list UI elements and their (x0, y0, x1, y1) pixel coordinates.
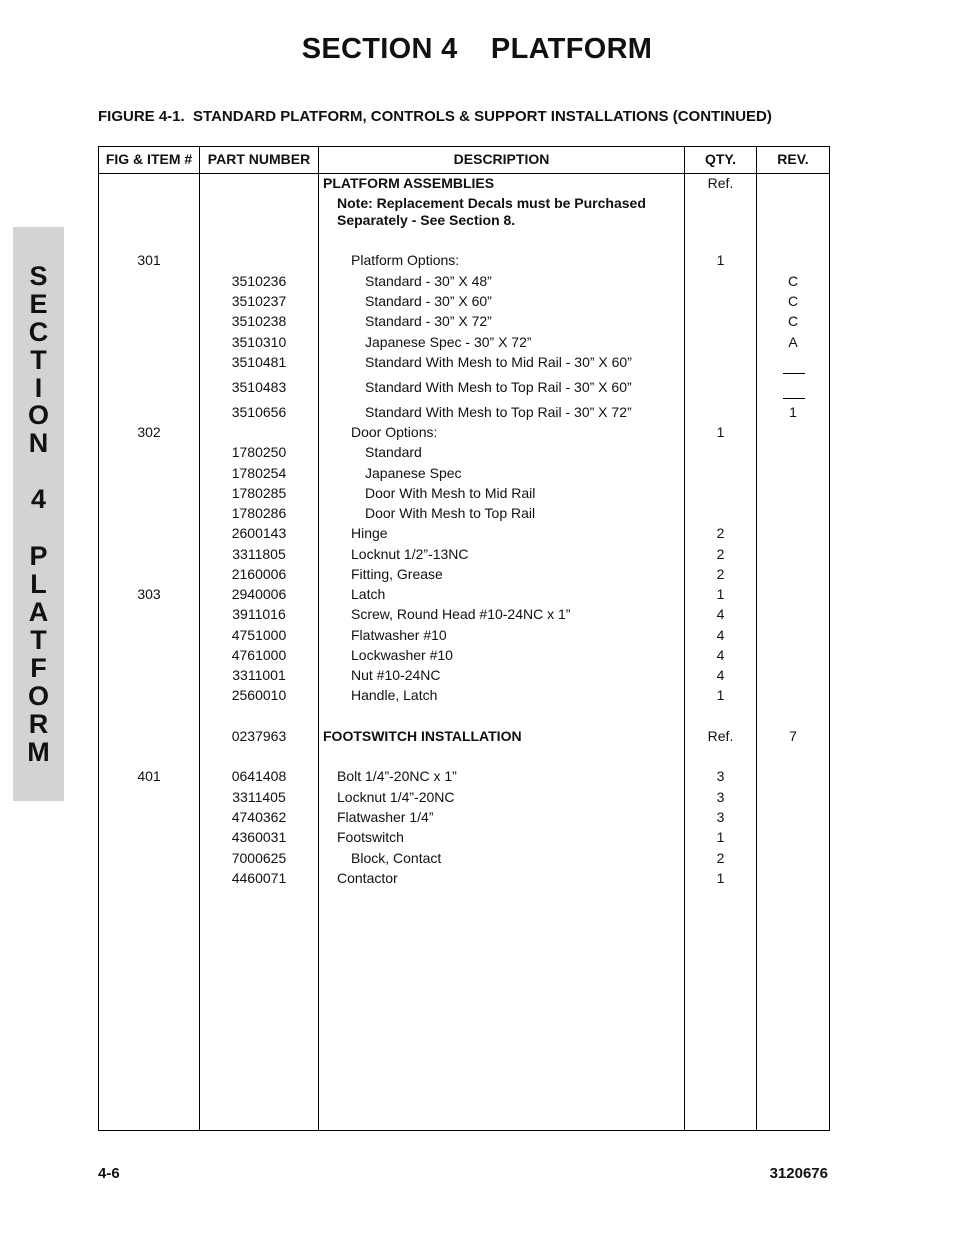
page-title: SECTION 4 PLATFORM (301, 33, 653, 65)
document-number: 3120676 (769, 1165, 828, 1182)
side-tab-letter: C (28, 317, 49, 347)
header-divider (99, 173, 829, 174)
rev-cell: C (787, 313, 799, 329)
qty-cell: 1 (716, 424, 725, 440)
qty-cell: 3 (716, 768, 725, 784)
rev-cell: 7 (789, 728, 797, 744)
part-number-cell: 3510310 (231, 334, 287, 350)
side-tab-letter: M (27, 737, 50, 767)
part-number-cell: 3911016 (232, 606, 286, 622)
part-number-cell: 4460071 (231, 870, 287, 886)
part-number-cell: 7000625 (231, 850, 287, 866)
part-number-cell: 2560010 (231, 687, 287, 703)
side-tab-letter: O (27, 681, 49, 711)
part-number-cell: 4751000 (231, 627, 287, 643)
part-number-cell: 4360031 (231, 829, 287, 845)
side-tab-letter: P (29, 541, 48, 571)
qty-cell: 2 (716, 525, 725, 541)
rev-cell: C (787, 273, 799, 289)
description-cell: Screw, Round Head #10-24NC x 1” (351, 606, 571, 622)
part-number-cell: 1780286 (231, 505, 287, 521)
part-number-cell: 3311805 (232, 546, 286, 562)
side-tab-letter: T (30, 625, 47, 655)
qty-cell: 1 (716, 829, 725, 845)
part-number-cell: 1780250 (231, 444, 287, 460)
qty-cell: 2 (716, 546, 725, 562)
side-tab-letter: L (30, 569, 47, 599)
part-number-cell: 2600143 (231, 525, 287, 541)
fig-item-cell: 302 (137, 424, 161, 440)
description-cell: Door With Mesh to Top Rail (365, 505, 536, 521)
description-cell: Door Options: (351, 424, 438, 440)
part-number-cell: 2940006 (231, 586, 287, 602)
column-header-description: DESCRIPTION (453, 151, 550, 167)
part-number-cell: 3510237 (231, 293, 287, 309)
fig-item-cell: 303 (137, 586, 161, 602)
column-header-fig-item: FIG & ITEM # (105, 151, 193, 167)
description-cell: Flatwasher #10 (351, 627, 447, 643)
description-cell: Japanese Spec (365, 465, 462, 481)
qty-cell: 1 (716, 870, 725, 886)
side-tab-letter: E (29, 289, 48, 319)
description-cell: Locknut 1/4”-20NC (337, 789, 455, 805)
description-cell: Platform Options: (351, 252, 460, 268)
description-cell: Nut #10-24NC (351, 667, 441, 683)
fig-item-cell: 401 (137, 768, 161, 784)
qty-cell: 2 (716, 566, 725, 582)
qty-cell: 4 (716, 667, 725, 683)
parts-table (98, 146, 830, 1131)
column-header-qty: QTY. (704, 151, 737, 167)
side-tab-letter: O (27, 400, 49, 430)
part-number-cell: 3510481 (231, 354, 287, 370)
rev-blank-line (783, 373, 805, 374)
description-cell: Footswitch (337, 829, 404, 845)
part-number-cell: 3311405 (232, 789, 286, 805)
qty-cell: 1 (716, 252, 725, 268)
side-tab-letter: F (30, 653, 47, 683)
description-cell: Lockwasher #10 (351, 647, 453, 663)
description-cell: PLATFORM ASSEMBLIES (323, 175, 495, 191)
column-divider (318, 147, 319, 1130)
rev-cell: C (787, 293, 799, 309)
description-cell: Door With Mesh to Mid Rail (365, 485, 536, 501)
description-cell: Hinge (351, 525, 388, 541)
part-number-cell: 4761000 (231, 647, 287, 663)
description-cell: FOOTSWITCH INSTALLATION (323, 728, 522, 744)
part-number-cell: 1780254 (231, 465, 287, 481)
page-number: 4-6 (98, 1165, 120, 1182)
qty-cell: 2 (716, 850, 725, 866)
qty-cell: 4 (716, 647, 725, 663)
side-tab-letter: R (28, 709, 49, 739)
description-cell: Bolt 1/4”-20NC x 1” (337, 768, 457, 784)
rev-cell: 1 (789, 404, 797, 420)
part-number-cell: 0641408 (231, 768, 287, 784)
section-side-tab (13, 227, 64, 801)
side-tab-letter: I (34, 373, 43, 403)
part-number-cell: 3510238 (231, 313, 287, 329)
description-cell: Flatwasher 1/4” (337, 809, 434, 825)
side-tab-letter: 4 (30, 484, 47, 514)
side-tab-letter: T (30, 345, 47, 375)
part-number-cell: 4740362 (231, 809, 287, 825)
description-cell: Separately - See Section 8. (337, 212, 516, 228)
side-tab-letter: A (28, 597, 49, 627)
part-number-cell: 2160006 (231, 566, 287, 582)
part-number-cell: 3311001 (232, 667, 286, 683)
part-number-cell: 3510483 (231, 379, 287, 395)
description-cell: Note: Replacement Decals must be Purchased (337, 195, 646, 211)
side-tab-letter: S (29, 261, 48, 291)
qty-cell: 1 (716, 586, 725, 602)
description-cell: Contactor (337, 870, 398, 886)
description-cell: Japanese Spec - 30” X 72” (365, 334, 532, 350)
column-header-part-number: PART NUMBER (207, 151, 311, 167)
description-cell: Standard - 30” X 72” (365, 313, 492, 329)
qty-cell: 1 (716, 687, 725, 703)
qty-cell: Ref. (707, 728, 734, 744)
rev-blank-line (783, 398, 805, 399)
description-cell: Block, Contact (351, 850, 442, 866)
part-number-cell: 3510656 (231, 404, 287, 420)
description-cell: Standard (365, 444, 422, 460)
rev-cell: A (788, 334, 798, 350)
fig-item-cell: 301 (137, 252, 161, 268)
qty-cell: 3 (716, 809, 725, 825)
part-number-cell: 0237963 (231, 728, 287, 744)
part-number-cell: 1780285 (231, 485, 287, 501)
description-cell: Fitting, Grease (351, 566, 443, 582)
description-cell: Standard With Mesh to Top Rail - 30” X 60” (365, 379, 632, 395)
description-cell: Standard With Mesh to Mid Rail - 30” X 60” (365, 354, 632, 370)
description-cell: Standard - 30” X 60” (365, 293, 492, 309)
qty-cell: 4 (716, 627, 725, 643)
description-cell: Standard With Mesh to Top Rail - 30” X 72” (365, 404, 632, 420)
side-tab-letter: N (28, 428, 49, 458)
part-number-cell: 3510236 (231, 273, 287, 289)
description-cell: Standard - 30” X 48” (365, 273, 492, 289)
qty-cell: 3 (716, 789, 725, 805)
description-cell: Handle, Latch (351, 687, 438, 703)
qty-cell: Ref. (707, 175, 734, 191)
description-cell: Latch (351, 586, 386, 602)
description-cell: Locknut 1/2”-13NC (351, 546, 469, 562)
figure-title: FIGURE 4-1. STANDARD PLATFORM, CONTROLS & SUPPORT INSTALLATIONS (CONTINUED) (98, 108, 772, 125)
qty-cell: 4 (716, 606, 725, 622)
column-header-rev: REV. (777, 151, 809, 167)
